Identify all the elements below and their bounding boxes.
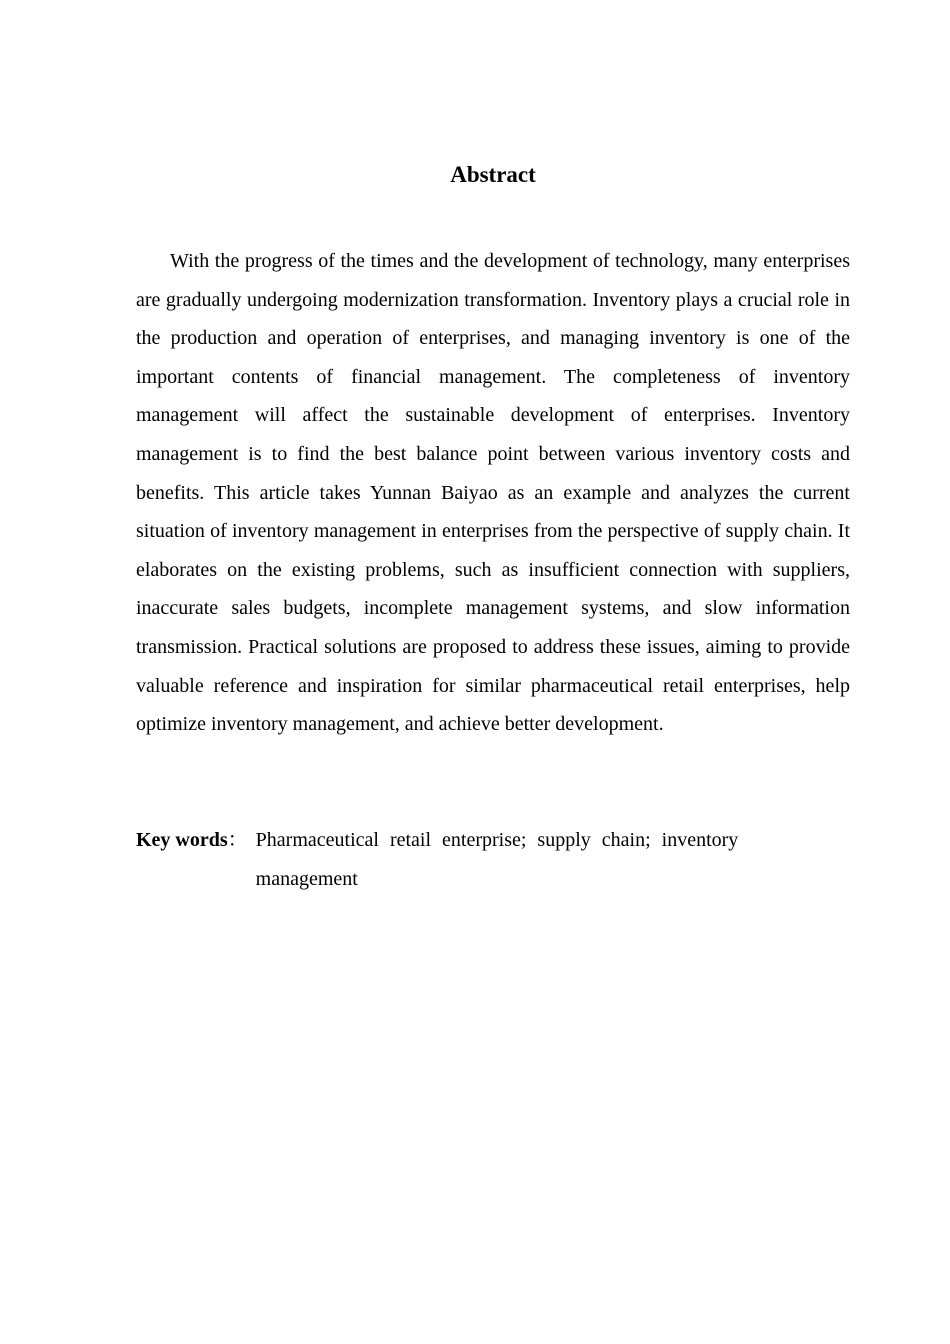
- keywords-line: [136, 821, 850, 898]
- abstract-title: Abstract: [450, 162, 536, 187]
- keywords-label: Key words: [136, 829, 228, 851]
- keywords-text: Pharmaceutical retail enterprise; supply chain; inventory management: [255, 829, 739, 890]
- abstract-body: With the progress of the times and the development of technology, many enterprises are gradually undergoing modernization transformation. Inventory plays a crucial role in the production and operation of enterprises, and managing inventory is one of the important contents of financial management. The completeness of inventory management will affect the sustainable development of enterprises. Inventory management is to find the best balance point between various inventory costs and benefits. This article takes Yunnan Baiyao as an example and analyzes the current situation of inventory management in enterprises from the perspective of supply chain. It elaborates on the existing problems, such as insufficient connection with suppliers, inaccurate sales budgets, incomplete management systems, and slow information transmission. Practical solutions are proposed to address these issues, aiming to provide valuable reference and inspiration for similar pharmaceutical retail enterprises, help optimize inventory management, and achieve better development.: [136, 250, 850, 736]
- keywords-separator: ：: [227, 829, 248, 851]
